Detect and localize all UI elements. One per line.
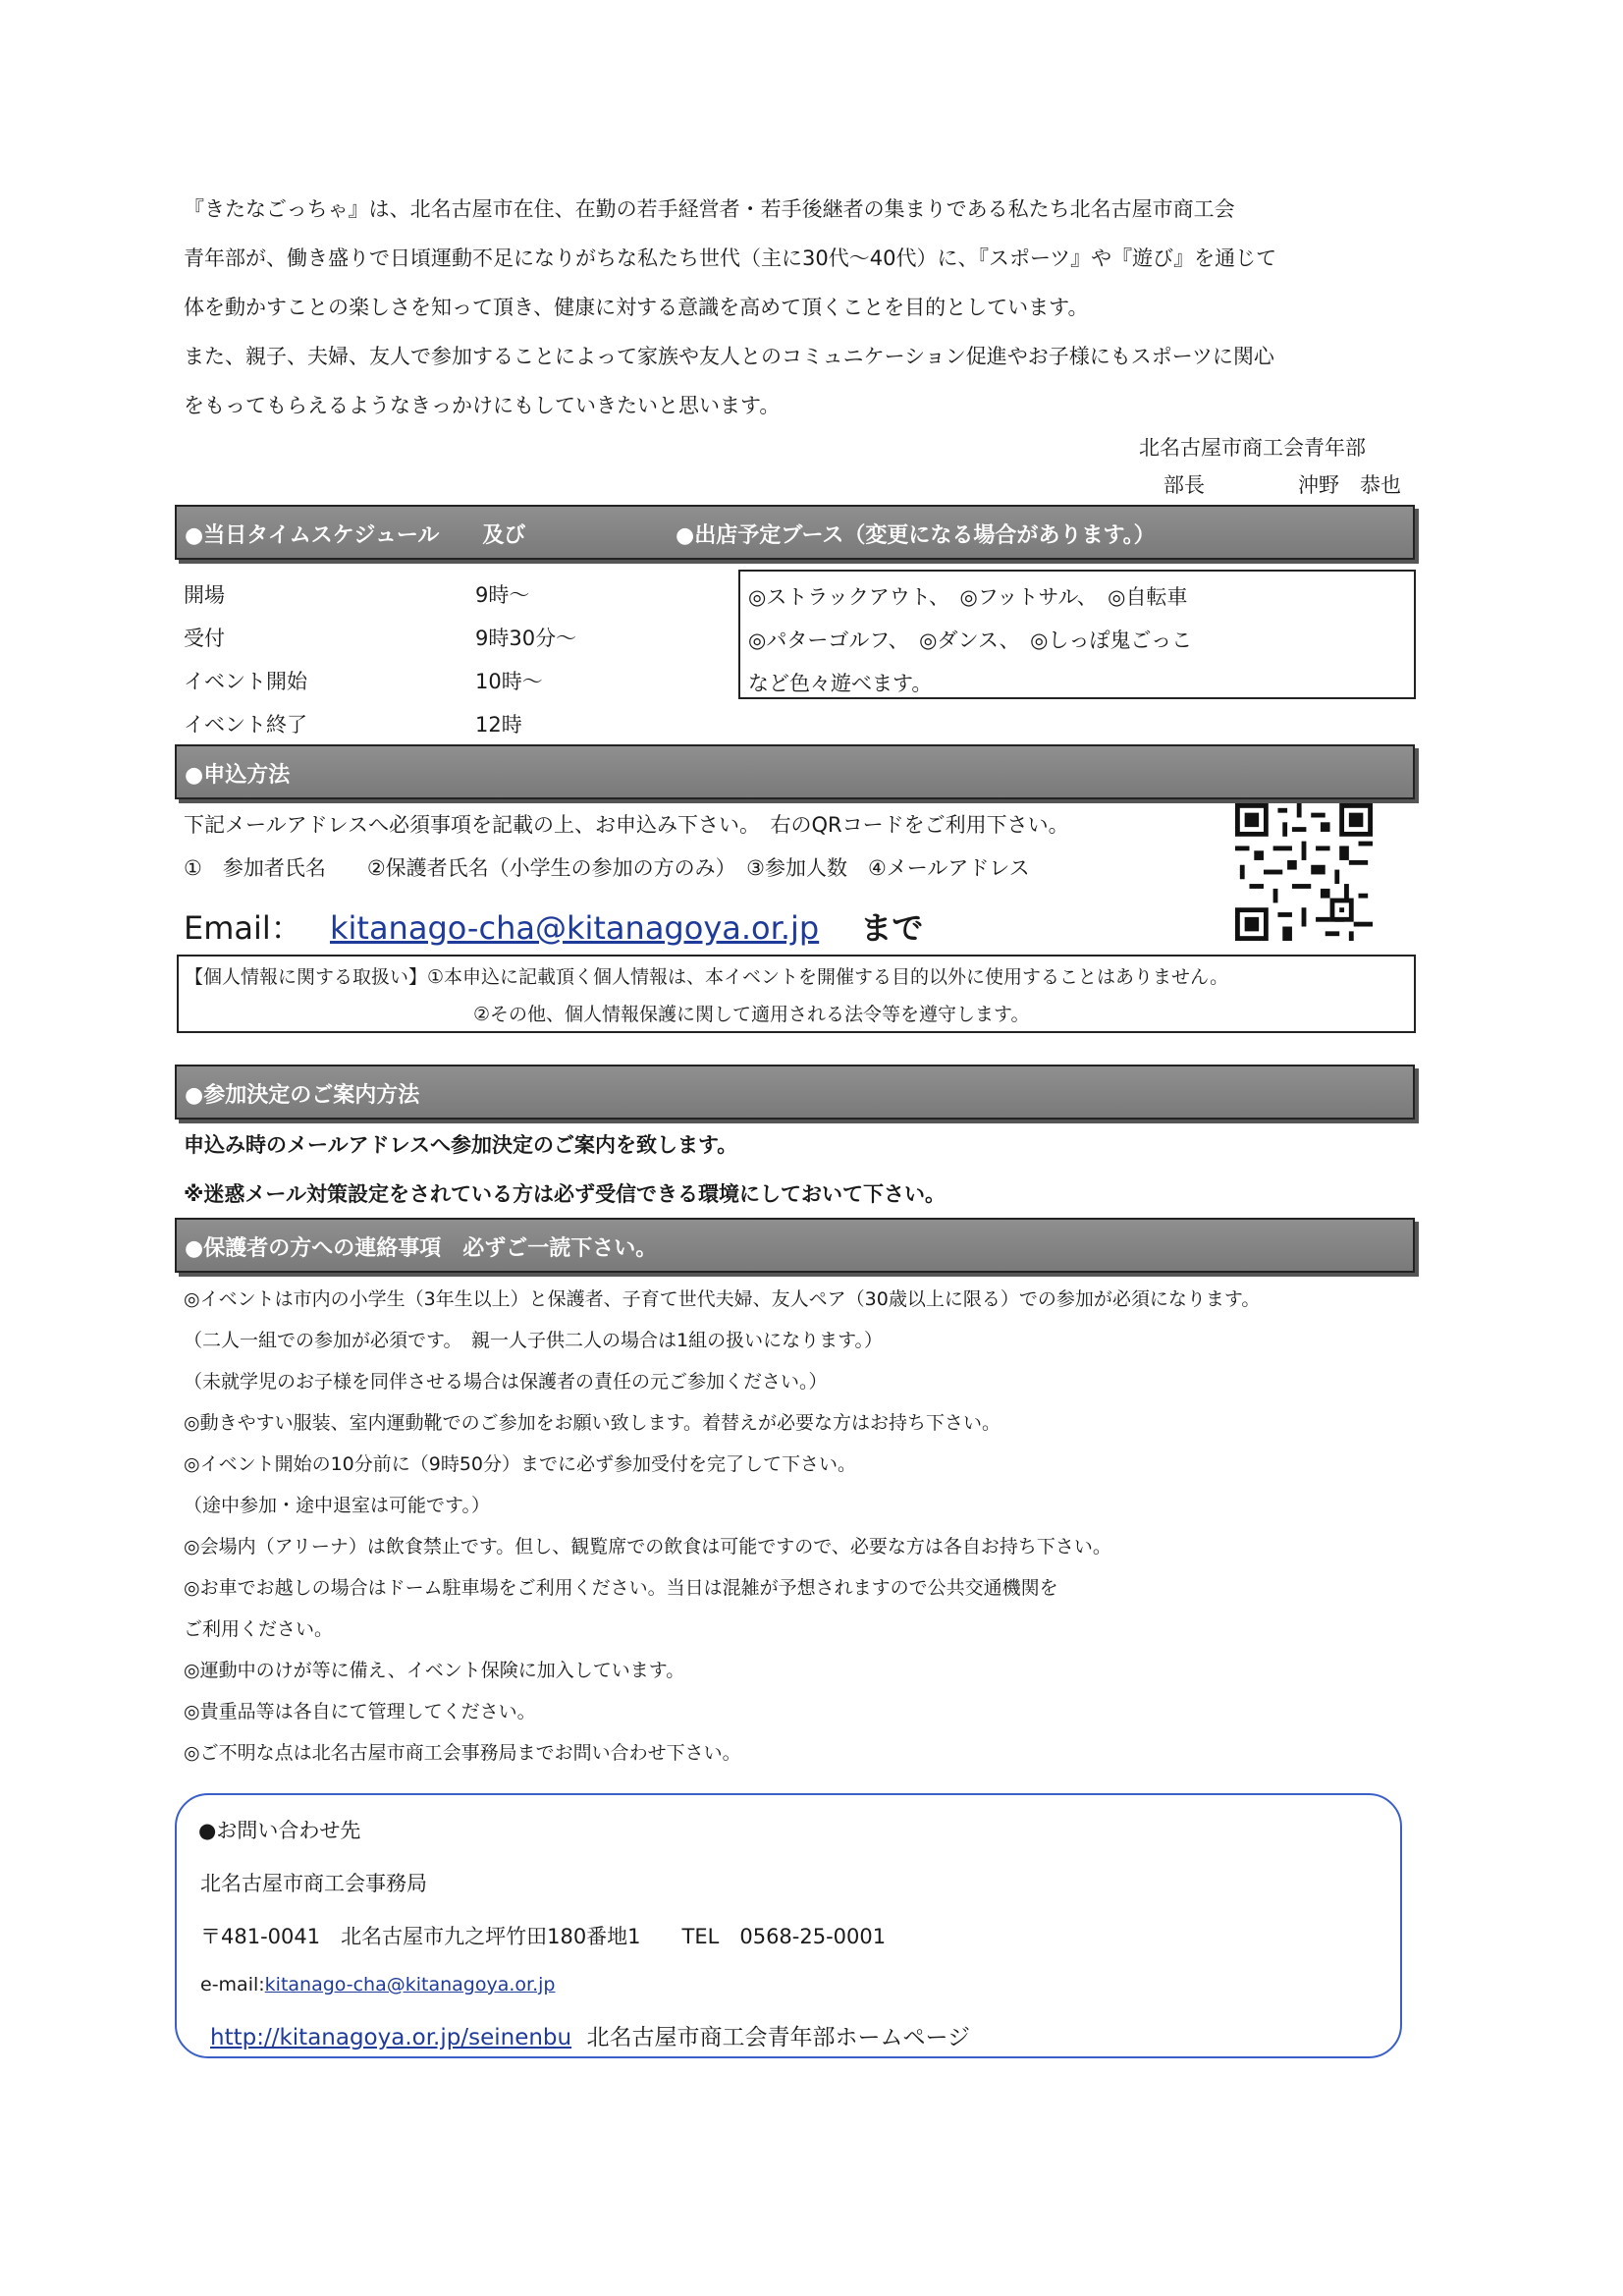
notice-item: ◎イベント開始の10分前に（9時50分）までに必ず参加受付を完了して下さい。: [184, 1453, 857, 1475]
signature-title: 部長: [1163, 473, 1205, 497]
email-label: Email：: [184, 909, 302, 947]
contact-email-row: [200, 1974, 555, 1995]
decision-header-bar: [175, 1065, 1415, 1120]
contact-url-row: [210, 2019, 970, 2051]
contact-office: 北名古屋市商工会事務局: [200, 1872, 427, 1895]
notice-item: ◎運動中のけが等に備え、イベント保険に加入しています。: [184, 1660, 685, 1681]
booth-box: [738, 570, 1416, 699]
contact-box: [175, 1793, 1402, 2058]
signature-org: 北名古屋市商工会青年部: [1139, 436, 1366, 460]
schedule-label: 開場: [184, 583, 225, 607]
privacy-line-1: 【個人情報に関する取扱い】①本申込に記載頂く個人情報は、本イベントを開催する目的以外に使用することはありません。: [185, 966, 1229, 988]
signature-name: 沖野 恭也: [1298, 473, 1401, 497]
schedule-header: ●当日タイムスケジュール 及び: [185, 523, 526, 548]
notice-header: ●保護者の方への連絡事項 必ずご一読下さい。: [185, 1236, 658, 1261]
schedule-label: イベント開始: [184, 670, 307, 693]
contact-address: 〒481-0041 北名古屋市九之坪竹田180番地1 TEL 0568-25-0001: [200, 1925, 887, 1948]
apply-header-bar: [175, 744, 1415, 799]
schedule-header-bar: [175, 505, 1415, 560]
apply-header: ●申込方法: [185, 763, 291, 788]
apply-instruction: 下記メールアドレスへ必須事項を記載の上、お申込み下さい。 右のQRコードをご利用下さい。: [184, 813, 1069, 837]
booth-line: ◎ストラックアウト、 ◎フットサル、 ◎自転車: [748, 585, 1188, 609]
booth-header: ●出店予定ブース（変更になる場合があります。）: [676, 523, 1156, 548]
contact-header: ●お問い合わせ先: [198, 1819, 361, 1842]
notice-item: ◎会場内（アリーナ）は飲食禁止です。但し、観覧席での飲食は可能ですので、必要な方は各自お持ち下さい。: [184, 1536, 1111, 1558]
notice-item: ◎動きやすい服装、室内運動靴でのご参加をお願い致します。着替えが必要な方はお持ち下さい。: [184, 1412, 1001, 1434]
contact-email-link[interactable]: kitanago-cha@kitanagoya.or.jp: [264, 1974, 556, 1995]
notice-item: ◎イベントは市内の小学生（3年生以上）と保護者、子育て世代夫婦、友人ペア（30歳以上に限る）での参加が必須になります。: [184, 1288, 1261, 1310]
homepage-label: 北名古屋市商工会青年部ホームページ: [586, 2025, 970, 2050]
homepage-link[interactable]: http://kitanagoya.or.jp/seinenbu: [210, 2025, 572, 2050]
privacy-line-2: ②その他、個人情報保護に関して適用される法令等を遵守します。: [473, 1004, 1030, 1025]
notice-item: （未就学児のお子様を同伴させる場合は保護者の責任の元ご参加ください。）: [184, 1371, 828, 1393]
notice-item: （二人一組での参加が必須です。 親一人子供二人の場合は1組の扱いになります。）: [184, 1330, 884, 1351]
intro-line: また、親子、夫婦、友人で参加することによって家族や友人とのコミュニケーション促進やお子様にもスポーツに関心: [184, 345, 1274, 368]
schedule-time: 10時～: [475, 670, 543, 693]
notice-item: ご利用ください。: [184, 1618, 334, 1640]
decision-header: ●参加決定のご案内方法: [185, 1083, 420, 1108]
booth-line: ◎パターゴルフ、 ◎ダンス、 ◎しっぽ鬼ごっこ: [748, 629, 1193, 652]
contact-email-label: e-mail:: [200, 1974, 265, 1995]
intro-line: 体を動かすことの楽しさを知って頂き、健康に対する意識を高めて頂くことを目的としています。: [184, 296, 1089, 319]
schedule-label: 受付: [184, 627, 225, 650]
schedule-time: 12時: [475, 713, 522, 737]
apply-email-link[interactable]: kitanago-cha@kitanagoya.or.jp: [329, 909, 820, 947]
decision-line-1: 申込み時のメールアドレスへ参加決定のご案内を致します。: [184, 1133, 738, 1157]
notice-item: ◎貴重品等は各自にて管理してください。: [184, 1701, 536, 1722]
notice-header-bar: [175, 1218, 1415, 1273]
apply-email-row: [184, 903, 923, 949]
intro-line: をもってもらえるようなきっかけにもしていきたいと思います。: [184, 394, 781, 417]
decision-line-2: ※迷惑メール対策設定をされている方は必ず受信できる環境にしておいて下さい。: [184, 1182, 946, 1206]
schedule-time: 9時30分～: [475, 627, 577, 650]
notice-item: （途中参加・途中退室は可能です。）: [184, 1495, 490, 1516]
email-suffix: まで: [860, 909, 924, 947]
qr-code-icon[interactable]: [1235, 803, 1373, 941]
booth-line: など色々遊べます。: [748, 672, 933, 695]
privacy-box: [177, 955, 1416, 1033]
schedule-time: 9時～: [475, 583, 530, 607]
intro-line: 『きたなごっちゃ』は、北名古屋市在住、在勤の若手経営者・若手後継者の集まりである私たち北名古屋市商工会: [184, 197, 1235, 221]
notice-item: ◎ご不明な点は北名古屋市商工会事務局までお問い合わせ下さい。: [184, 1742, 741, 1764]
schedule-label: イベント終了: [184, 713, 307, 737]
notice-item: ◎お車でお越しの場合はドーム駐車場をご利用ください。当日は混雑が予想されますので公共交通機関を: [184, 1577, 1058, 1599]
apply-required-fields: ① 参加者氏名 ②保護者氏名（小学生の参加の方のみ） ③参加人数 ④メールアドレス: [184, 856, 1030, 880]
intro-line: 青年部が、働き盛りで日頃運動不足になりがちな私たち世代（主に30代～40代）に、『スポーツ』や『遊び』を通じて: [184, 246, 1277, 270]
